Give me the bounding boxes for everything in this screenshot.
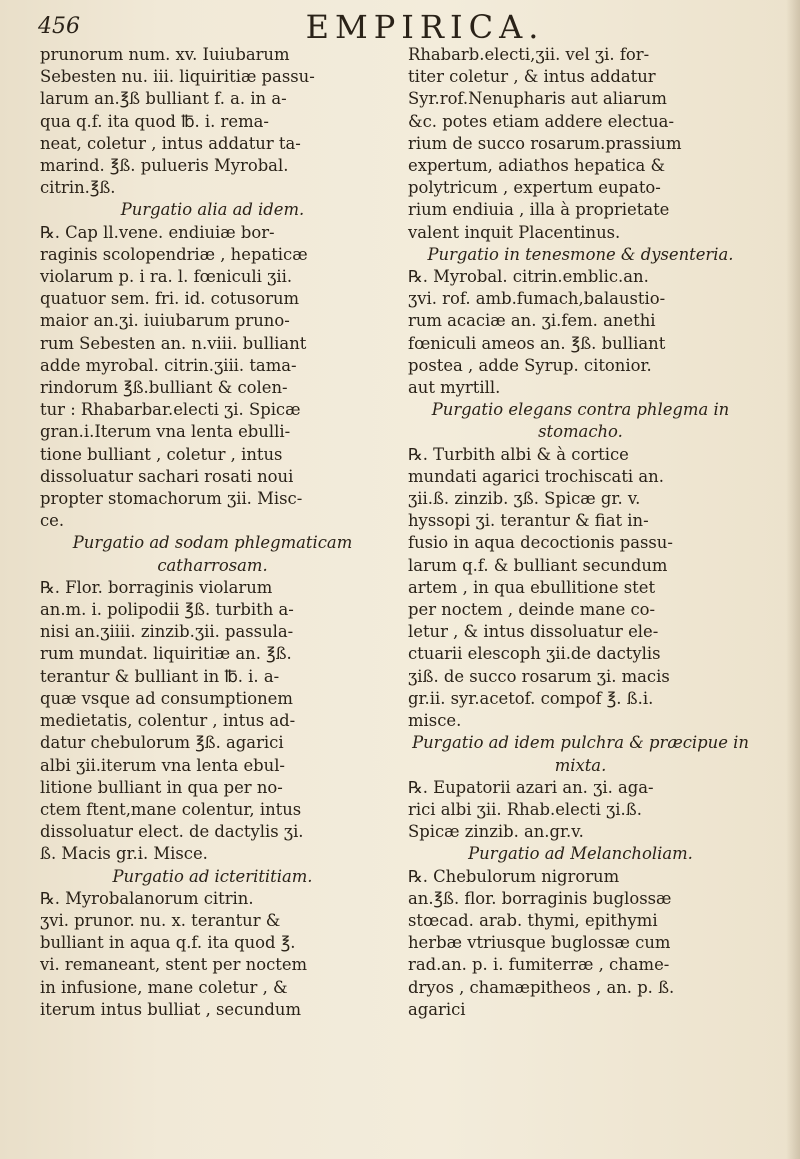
text-line: maior an.ʒi. iuiubarum pruno- [40, 311, 290, 331]
section-heading: Purgatio in tenesmone & dysenteria. [427, 244, 734, 264]
text-line: ℞. Eupatorii azari an. ʒi. aga- [408, 777, 654, 797]
text-line: rum mundat. liquiritiæ an. ℥ß. [40, 644, 292, 664]
text-line: per noctem , deinde mane co- [408, 600, 656, 620]
section-heading: Purgatio ad idem pulchra & præcipue in mixta. [412, 733, 749, 775]
text-line: ℞. Flor. borraginis violarum [40, 577, 273, 597]
text-line: marind. ℥ß. pulueris Myrobal. [40, 156, 289, 176]
text-line: rium de succo rosarum.prassium [408, 133, 682, 153]
text-line: rium endiuia , illa à proprietate [408, 200, 670, 220]
page-number: 456 [38, 14, 80, 39]
text-line: ℞. Turbith albi & à cortice [408, 444, 629, 464]
text-line: hyssopi ʒi. terantur & fiat in- [408, 511, 649, 531]
text-line: misce. [408, 711, 462, 731]
text-line: propter stomachorum ʒii. Misc- [40, 489, 303, 509]
section-body [408, 444, 753, 733]
left-intro-text [40, 44, 385, 199]
right-intro-text [408, 44, 753, 244]
text-line: ʒii.ß. zinzib. ʒß. Spicæ gr. v. [408, 489, 641, 509]
section-body [408, 266, 753, 399]
text-line: fusio in aqua decoctionis passu- [408, 533, 673, 553]
text-line: datur chebulorum ℥ß. agarici [40, 733, 284, 753]
running-head: EMPIRICA. [305, 8, 545, 46]
text-line: qua q.f. ita quod ℔. i. rema- [40, 111, 269, 131]
text-line: rum acaciæ an. ʒi.fem. anethi [408, 311, 656, 331]
text-line: ℞. Chebulorum nigrorum [408, 866, 620, 886]
text-line: Syr.rof.Nenupharis aut aliarum [408, 89, 667, 109]
text-line: ʒiß. de succo rosarum ʒi. macis [408, 666, 670, 686]
left-column [40, 44, 385, 1021]
text-line: fœniculi ameos an. ℥ß. bulliant [408, 333, 666, 353]
text-line: quæ vsque ad consumptionem [40, 688, 293, 708]
section-body [40, 222, 385, 533]
text-line: ℞. Myrobalanorum citrin. [40, 888, 254, 908]
text-line: aut myrtill. [408, 378, 501, 398]
text-line: agarici [408, 999, 466, 1019]
text-line: an.m. i. polipodii ℥ß. turbith a- [40, 600, 294, 620]
text-line: ʒvi. rof. amb.fumach,balaustio- [408, 289, 666, 309]
right-sections [408, 244, 753, 1021]
text-line: terantur & bulliant in ℔. i. a- [40, 666, 280, 686]
text-line: herbæ vtriusque buglossæ cum [408, 933, 671, 953]
section-heading: Purgatio ad Melancholiam. [468, 844, 693, 864]
text-line: ctem ftent,mane colentur, intus [40, 799, 302, 819]
text-line: violarum p. i ra. l. fœniculi ʒii. [40, 267, 293, 287]
text-line: Spicæ zinzib. an.gr.v. [408, 822, 584, 842]
text-line: ʒvi. prunor. nu. x. terantur & [40, 910, 281, 930]
text-line: in infusione, mane coletur , & [40, 977, 288, 997]
text-line: artem , in qua ebullitione stet [408, 577, 656, 597]
text-line: ℞. Cap ll.vene. endiuiæ bor- [40, 222, 275, 242]
text-line: adde myrobal. citrin.ʒiii. tama- [40, 355, 297, 375]
text-line: dissoluatur elect. de dactylis ʒi. [40, 822, 304, 842]
text-line: gr.ii. syr.acetof. compof ℥. ß.i. [408, 688, 654, 708]
section-body [408, 866, 753, 1021]
text-line: nisi an.ʒiiii. zinzib.ʒii. passula- [40, 622, 294, 642]
text-line: Sebesten nu. iii. liquiritiæ passu- [40, 67, 315, 87]
text-line: an.℥ß. flor. borraginis buglossæ [408, 888, 672, 908]
section-body [40, 577, 385, 866]
text-line: titer coletur , & intus addatur [408, 67, 656, 87]
section-heading: Purgatio ad sodam phlegmaticam catharrosam. [72, 533, 353, 575]
text-line: rindorum ℥ß.bulliant & colen- [40, 378, 288, 398]
text-line: rici albi ʒii. Rhab.electi ʒi.ß. [408, 799, 642, 819]
text-line: expertum, adiathos hepatica & [408, 156, 666, 176]
text-line: prunorum num. xv. Iuiubarum [40, 45, 290, 64]
text-line: citrin.℥ß. [40, 178, 116, 198]
section-heading: Purgatio alia ad idem. [120, 200, 305, 220]
text-line: quatuor sem. fri. id. cotusorum [40, 289, 300, 309]
text-line: dissoluatur sachari rosati noui [40, 466, 294, 486]
text-line: bulliant in aqua q.f. ita quod ℥. [40, 933, 296, 953]
text-line: ß. Macis gr.i. Misce. [40, 844, 208, 864]
text-line: ctuarii elescoph ʒii.de dactylis [408, 644, 661, 664]
text-line: ℞. Myrobal. citrin.emblic.an. [408, 267, 649, 287]
text-line: larum an.℥ß bulliant f. a. in a- [40, 89, 287, 109]
text-line: dryos , chamæpitheos , an. p. ß. [408, 977, 675, 997]
left-sections [40, 199, 385, 1021]
text-line: larum q.f. & bulliant secundum [408, 555, 668, 575]
text-line: rad.an. p. i. fumiterræ , chame- [408, 955, 670, 975]
text-line: ce. [40, 511, 65, 531]
text-line: neat, coletur , intus addatur ta- [40, 133, 301, 153]
text-line: albi ʒii.iterum vna lenta ebul- [40, 755, 285, 775]
text-line: polytricum , expertum eupato- [408, 178, 661, 198]
text-line: gran.i.Iterum vna lenta ebulli- [40, 422, 291, 442]
section-heading: Purgatio ad icterititiam. [112, 866, 313, 886]
text-line: postea , adde Syrup. citonior. [408, 355, 652, 375]
text-line: litione bulliant in qua per no- [40, 777, 283, 797]
page-edge-shadow [786, 0, 800, 1159]
right-column [408, 44, 753, 1021]
text-line: rum Sebesten an. n.viii. bulliant [40, 333, 307, 353]
section-heading: Purgatio elegans contra phlegma in stomacho. [431, 400, 730, 442]
text-line: tione bulliant , coletur , intus [40, 444, 283, 464]
text-line: iterum intus bulliat , secundum [40, 999, 301, 1019]
text-line: valent inquit Placentinus. [408, 222, 621, 242]
section-body [408, 777, 753, 844]
text-line: vi. remaneant, stent per noctem [40, 955, 308, 975]
text-line: mundati agarici trochiscati an. [408, 466, 664, 486]
text-line: &c. potes etiam addere electua- [408, 111, 674, 131]
text-line: Rhabarb.electi,ʒii. vel ʒi. for- [408, 45, 650, 64]
text-line: tur : Rhabarbar.electi ʒi. Spicæ [40, 400, 301, 420]
text-line: stœcad. arab. thymi, epithymi [408, 910, 658, 930]
text-line: letur , & intus dissoluatur ele- [408, 622, 659, 642]
text-line: raginis scolopendriæ , hepaticæ [40, 244, 308, 264]
section-body [40, 888, 385, 1021]
text-line: medietatis, colentur , intus ad- [40, 711, 296, 731]
